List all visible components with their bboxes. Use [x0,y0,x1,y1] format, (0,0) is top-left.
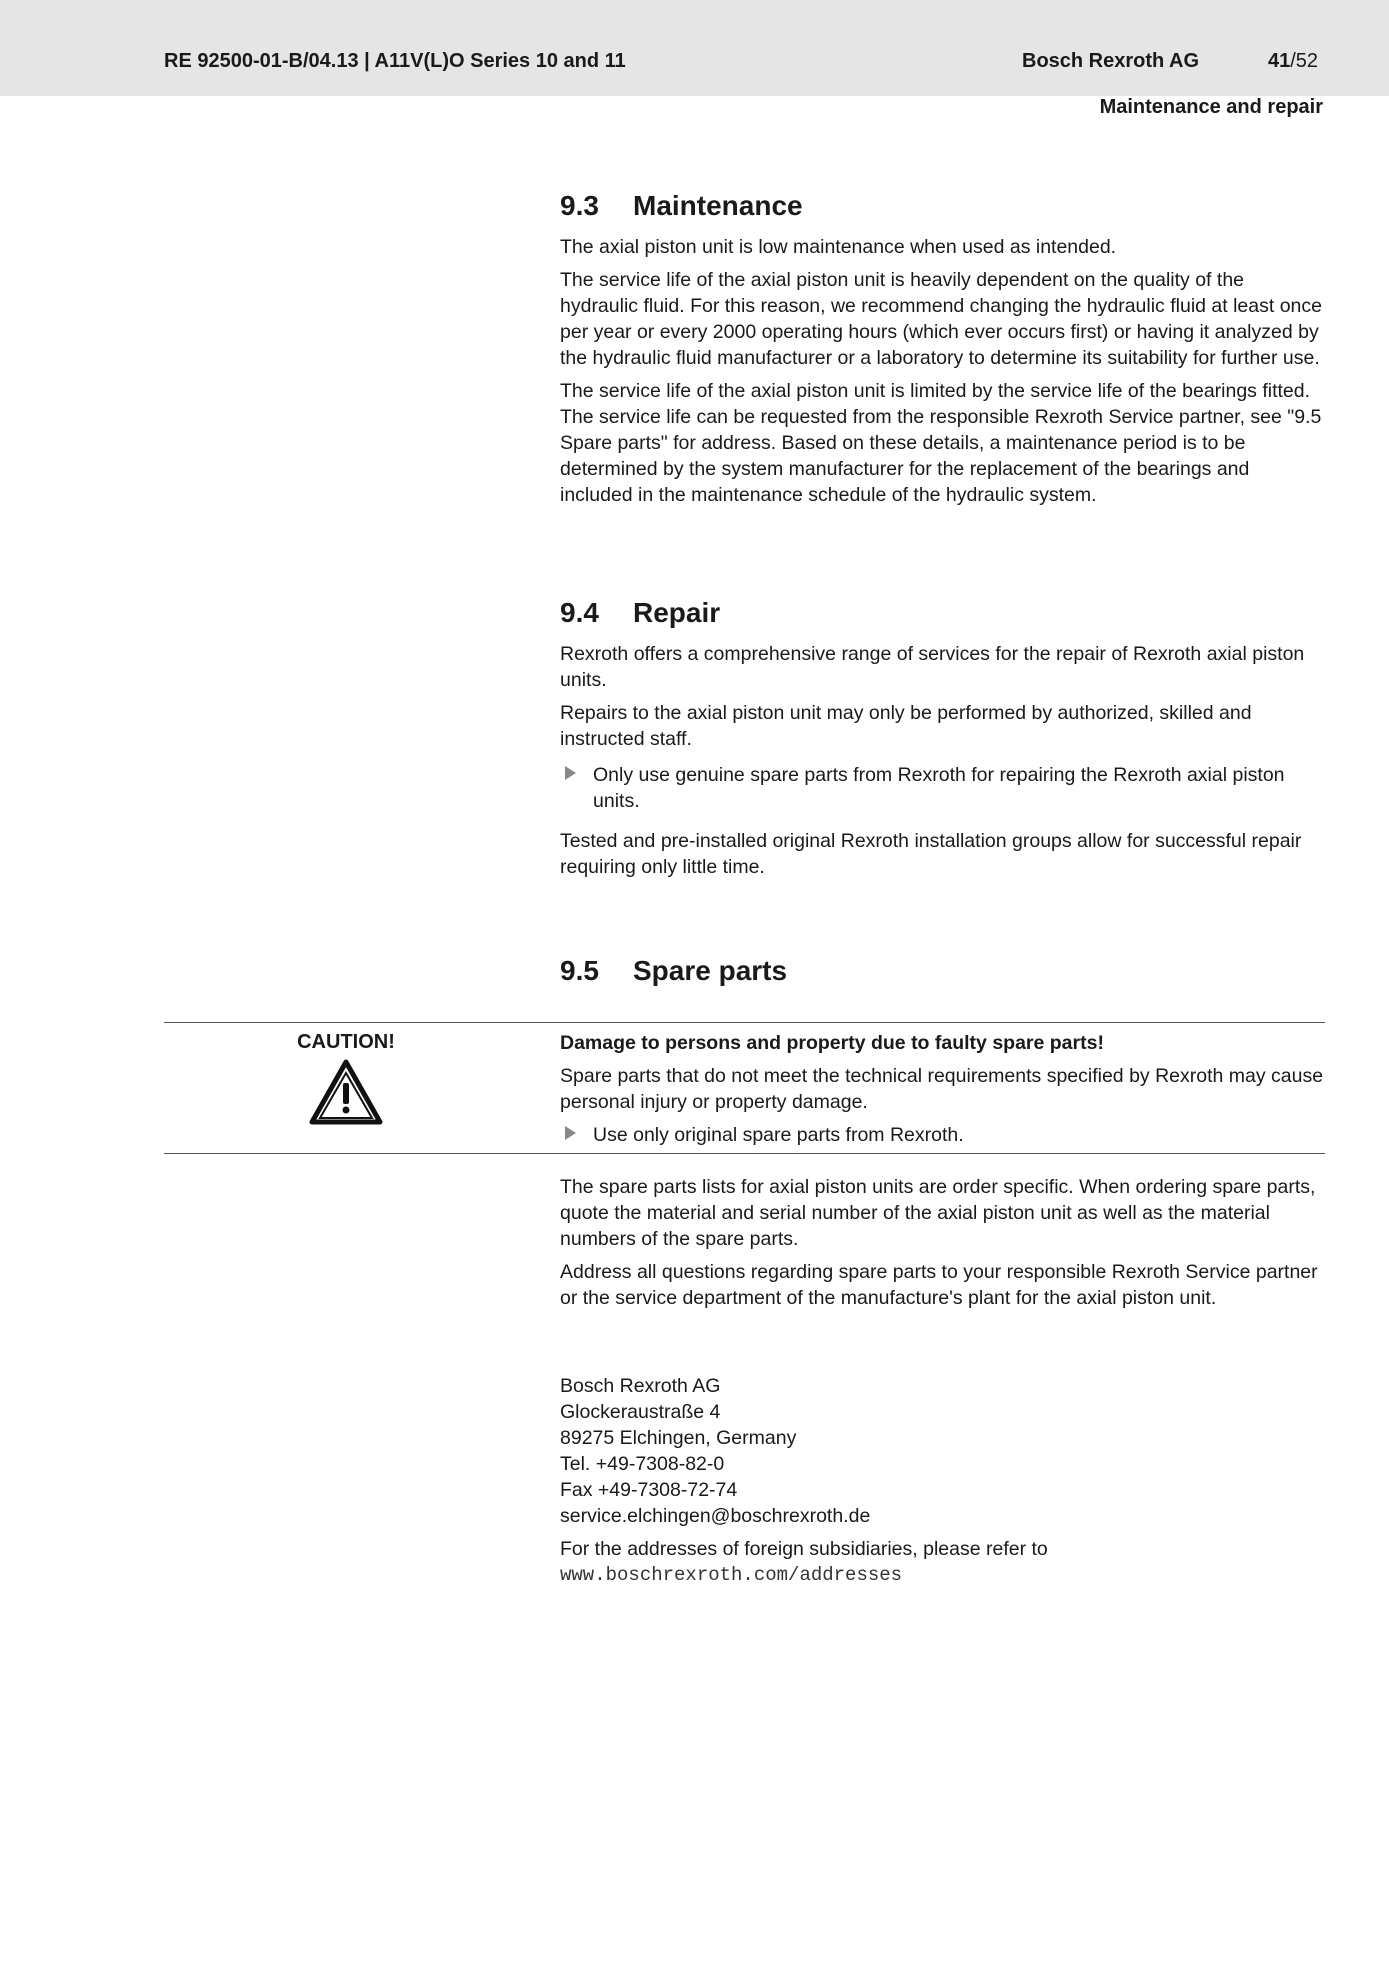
heading-maintenance [560,190,1325,222]
bullet-item [560,1122,1325,1148]
heading-spare-parts [560,955,1325,987]
heading-repair [560,597,1325,629]
document-reference: RE 92500-01-B/04.13 | A11V(L)O Series 10 and 11 [164,50,626,72]
bullet-text: Only use genuine spare parts from Rexroth for repairing the Rexroth axial piston units. [593,764,1285,812]
paragraph: Rexroth offers a comprehensive range of services for the repair of Rexroth axial piston units. [560,643,1305,691]
page-number [1268,50,1318,73]
paragraph: The spare parts lists for axial piston units are order specific. When ordering spare parts, quote the material and serial number of the axial piston unit as well as the material numbers of the spare parts. [560,1176,1316,1250]
paragraph: The service life of the axial piston unit is limited by the service life of the bearings fitted. The service life can be requested from the responsible Rexroth Service partner, see "9.5 Spare parts" for address. Based on these details, a maintenance period is to be determined by the system manufacturer for the replacement of the bearings and included in the maintenance schedule of the hydraulic system. [560,380,1322,506]
heading-spare-parts-wrap [560,955,1325,987]
paragraph: Address all questions regarding spare parts to your responsible Rexroth Service partner or the service department of the manufacture's plant for the axial piston unit. [560,1261,1318,1309]
triangle-bullet-icon [565,766,576,780]
address-company: Bosch Rexroth AG [560,1375,721,1397]
page-header [0,0,1389,96]
section-repair [560,597,1325,887]
paragraph: Tested and pre-installed original Rexroth installation groups allow for successful repair requiring only little time. [560,830,1302,878]
caution-top-rule [164,1022,1325,1023]
heading-number: 9.4 [560,597,599,628]
address-street: Glockeraustraße 4 [560,1401,721,1423]
address-block [560,1373,1325,1588]
address-email[interactable]: service.elchingen@boschrexroth.de [560,1505,871,1527]
triangle-bullet-icon [565,1126,576,1140]
section-maintenance [560,190,1325,515]
caution-box [560,1030,1325,1155]
header-section-title: Maintenance and repair [1099,96,1323,118]
paragraph: Repairs to the axial piston unit may only be performed by authorized, skilled and instructed staff. [560,702,1252,750]
caution-label: CAUTION! [297,1031,395,1053]
heading-title: Repair [633,597,721,628]
caution-heading: Damage to persons and property due to faulty spare parts! [560,1032,1104,1054]
paragraph: The axial piston unit is low maintenance when used as intended. [560,236,1117,258]
bullet-text: Use only original spare parts from Rexroth. [593,1124,964,1146]
heading-number: 9.5 [560,955,599,986]
caution-bottom-rule [164,1153,1325,1154]
page-current: 41 [1268,50,1291,72]
warning-triangle-icon [309,1059,383,1125]
address-fax: Fax +49-7308-72-74 [560,1479,738,1501]
spare-parts-body [560,1174,1325,1318]
addresses-link[interactable]: www.boschrexroth.com/addresses [560,1564,903,1586]
caution-text: Spare parts that do not meet the technical requirements specified by Rexroth may cause personal injury or property damage. [560,1065,1324,1113]
address-phone: Tel. +49-7308-82-0 [560,1453,725,1475]
address-city: 89275 Elchingen, Germany [560,1427,797,1449]
heading-title: Spare parts [633,955,788,986]
foreign-subsidiaries-note: For the addresses of foreign subsidiaries, please refer to [560,1538,1048,1560]
heading-number: 9.3 [560,190,599,221]
header-company: Bosch Rexroth AG [1022,50,1200,72]
paragraph: The service life of the axial piston unit is heavily dependent on the quality of the hydraulic fluid. For this reason, we recommend changing the hydraulic fluid at least once per year or every 2000 operating hours (which ever occurs first) or having it analyzed by the hydraulic fluid manufacturer or a laboratory to determine its suitability for further use. [560,269,1322,369]
page-total: /52 [1290,50,1319,72]
heading-title: Maintenance [633,190,803,221]
bullet-item [560,762,1325,814]
